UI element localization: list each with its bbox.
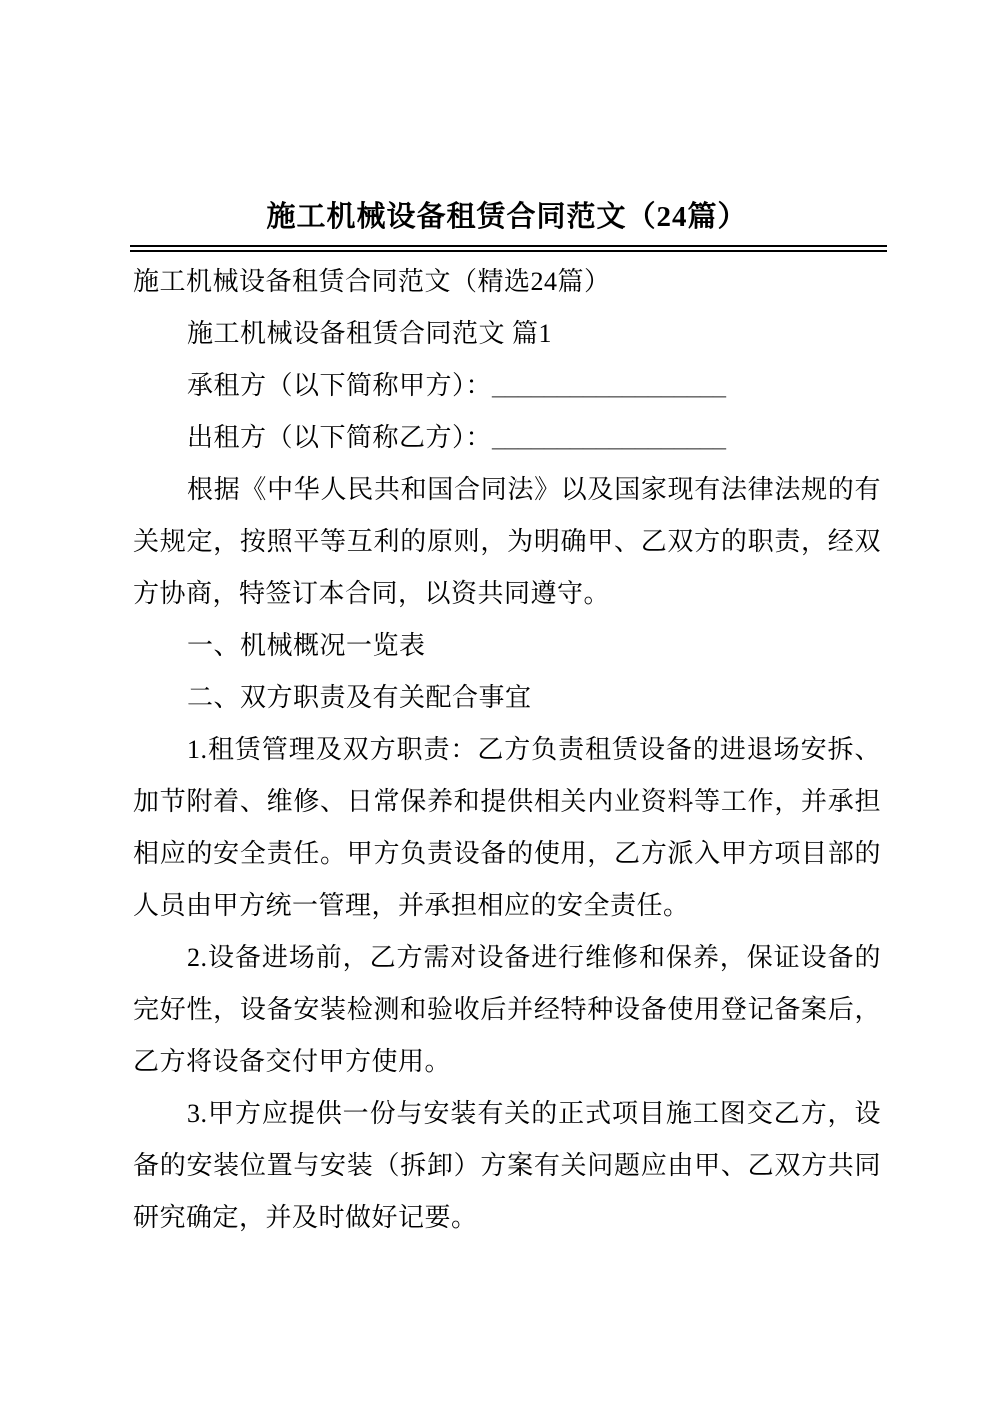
lessor-label: 出租方（以下简称乙方）：: [187, 423, 493, 452]
piece-heading: 施工机械设备租赁合同范文 篇1: [187, 319, 553, 348]
section-heading-1: 一、机械概况一览表: [187, 631, 426, 660]
clause-2-paragraph: 2.设备进场前，乙方需对设备进行维修和保养，保证设备的完好性，设备安装检测和验收后并经特种设备使用登记备案后，乙方将设备交付甲方使用。: [133, 943, 881, 1076]
heading-line: 施工机械设备租赁合同范文（精选24篇）: [133, 267, 611, 296]
section-heading-2: 二、双方职责及有关配合事宜: [187, 683, 532, 712]
title-divider-rule: [130, 245, 887, 252]
document-body: [133, 256, 881, 1244]
clause-3-paragraph: 3.甲方应提供一份与安装有关的正式项目施工图交乙方，设备的安装位置与安装（拆卸）方案有关问题应由甲、乙双方共同研究确定，并及时做好记要。: [133, 1099, 881, 1232]
clause-1-paragraph: 1.租赁管理及双方职责：乙方负责租赁设备的进退场安拆、加节附着、维修、日常保养和提供相关内业资料等工作，并承担相应的安全责任。甲方负责设备的使用，乙方派入甲方项目部的人员由甲方统一管理，并承担相应的安全责任。: [133, 735, 881, 920]
lessee-line: [133, 360, 881, 412]
document-title: 施工机械设备租赁合同范文（24篇）: [266, 201, 748, 233]
lessor-fill-in-blank: __________________: [492, 423, 727, 452]
lessee-fill-in-blank: __________________: [492, 371, 727, 400]
lessor-line: [133, 412, 881, 464]
preamble-paragraph: 根据《中华人民共和国合同法》以及国家现有法律法规的有关规定，按照平等互利的原则，为明确甲、乙双方的职责，经双方协商，特签订本合同，以资共同遵守。: [133, 475, 881, 608]
lessee-label: 承租方（以下简称甲方）：: [187, 371, 493, 400]
